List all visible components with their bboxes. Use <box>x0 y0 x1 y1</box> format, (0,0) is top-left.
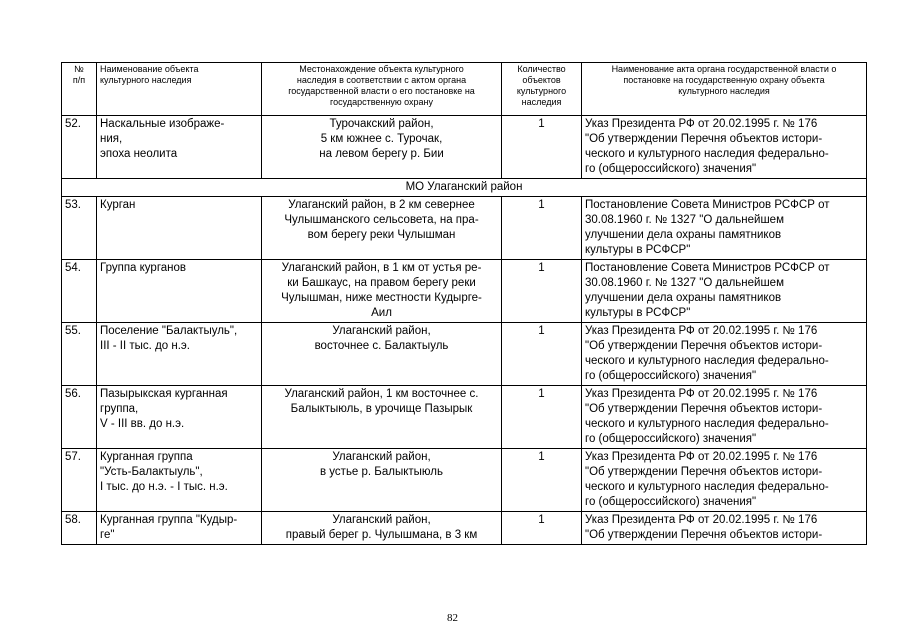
protection-act <box>582 323 867 386</box>
row-number-text: 53. <box>65 199 81 211</box>
object-count <box>502 512 582 545</box>
object-name-text: Курганная группа "Кудыр- ге" <box>100 514 238 541</box>
protection-act-text: Указ Президента РФ от 20.02.1995 г. № 176 "Об утверждении Перечня объектов истори- ческого и культурного наследия федерально- го (общероссийского) значения" <box>585 325 829 382</box>
object-location <box>262 449 502 512</box>
object-count-text: 1 <box>538 451 545 463</box>
table-header <box>62 63 867 116</box>
object-location <box>262 197 502 260</box>
header-name: Наименование объекта культурного наследия <box>97 63 262 116</box>
object-count <box>502 323 582 386</box>
object-name-text: Пазырыкская курганная группа, V - III вв. до н.э. <box>100 388 228 430</box>
object-location-text: Улаганский район, правый берег р. Чулышмана, в 3 км <box>285 514 478 541</box>
object-count <box>502 197 582 260</box>
protection-act-text: Указ Президента РФ от 20.02.1995 г. № 176 "Об утверждении Перечня объектов истори- ческого и культурного наследия федерально- го (общероссийского) значения" <box>585 118 829 175</box>
table-row <box>62 197 867 260</box>
object-location <box>262 116 502 179</box>
protection-act <box>582 260 867 323</box>
object-location <box>262 260 502 323</box>
object-count-text: 1 <box>538 118 545 130</box>
object-count-text: 1 <box>538 199 545 211</box>
table-row <box>62 260 867 323</box>
object-name-text: Группа курганов <box>100 262 187 274</box>
section-row <box>62 179 867 197</box>
row-number <box>62 260 97 323</box>
table-row <box>62 449 867 512</box>
object-count-text: 1 <box>538 262 545 274</box>
row-number <box>62 512 97 545</box>
header-row <box>62 63 867 116</box>
object-name-text: Курган <box>100 199 136 211</box>
object-name <box>97 116 262 179</box>
object-name <box>97 512 262 545</box>
table-row <box>62 116 867 179</box>
object-name <box>97 449 262 512</box>
protection-act <box>582 116 867 179</box>
header-location: Местонахождение объекта культурного наследия в соответствии с актом органа государственной власти о его постановке на государственную охрану <box>262 63 502 116</box>
heritage-registry-table <box>61 62 867 545</box>
header-num: № п/п <box>62 63 97 116</box>
row-number <box>62 449 97 512</box>
row-number <box>62 386 97 449</box>
header-act: Наименование акта органа государственной власти о постановке на государственную охрану объекта культурного наследия <box>582 63 867 116</box>
row-number-text: 54. <box>65 262 81 274</box>
object-location <box>262 323 502 386</box>
section-title: МО Улаганский район <box>62 179 867 197</box>
protection-act-text: Указ Президента РФ от 20.02.1995 г. № 176 "Об утверждении Перечня объектов истори- <box>585 514 823 541</box>
object-name <box>97 386 262 449</box>
object-location-text: Улаганский район, восточнее с. Балактыуль <box>314 325 449 352</box>
object-count <box>502 449 582 512</box>
row-number-text: 57. <box>65 451 81 463</box>
object-location-text: Улаганский район, в 2 км севернее Чулышманского сельсовета, на пра- вом берегу реки Чулышман <box>284 199 479 241</box>
protection-act <box>582 197 867 260</box>
object-count <box>502 260 582 323</box>
object-location <box>262 512 502 545</box>
object-location-text: Улаганский район, 1 км восточнее с. Балыктыюль, в урочище Пазырык <box>284 388 479 415</box>
object-name-text: Наскальные изображе- ния, эпоха неолита <box>100 118 225 160</box>
protection-act-text: Указ Президента РФ от 20.02.1995 г. № 176 "Об утверждении Перечня объектов истори- ческого и культурного наследия федерально- го (общероссийского) значения" <box>585 388 829 445</box>
row-number-text: 52. <box>65 118 81 130</box>
object-count <box>502 116 582 179</box>
object-location <box>262 386 502 449</box>
row-number <box>62 323 97 386</box>
protection-act-text: Указ Президента РФ от 20.02.1995 г. № 176 "Об утверждении Перечня объектов истори- ческого и культурного наследия федерально- го (общероссийского) значения" <box>585 451 829 508</box>
object-name <box>97 260 262 323</box>
protection-act-text: Постановление Совета Министров РСФСР от 30.08.1960 г. № 1327 "О дальнейшем улучшении дела охраны памятников культуры в РСФСР" <box>585 262 830 319</box>
protection-act <box>582 386 867 449</box>
object-name-text: Поселение "Балактыуль", III - II тыс. до н.э. <box>100 325 238 352</box>
protection-act <box>582 512 867 545</box>
object-count-text: 1 <box>538 514 545 526</box>
object-name <box>97 197 262 260</box>
header-count: Количество объектов культурного наследия <box>502 63 582 116</box>
object-name <box>97 323 262 386</box>
row-number <box>62 197 97 260</box>
table-row <box>62 386 867 449</box>
page-number: 82 <box>447 612 458 624</box>
row-number-text: 56. <box>65 388 81 400</box>
table-row <box>62 323 867 386</box>
object-location-text: Улаганский район, в устье р. Балыктыюль <box>320 451 443 478</box>
object-name-text: Курганная группа "Усть-Балактыуль", I тыс. до н.э. - I тыс. н.э. <box>100 451 228 493</box>
table-row <box>62 512 867 545</box>
protection-act <box>582 449 867 512</box>
object-count <box>502 386 582 449</box>
table-body <box>62 116 867 545</box>
object-count-text: 1 <box>538 388 545 400</box>
object-count-text: 1 <box>538 325 545 337</box>
protection-act-text: Постановление Совета Министров РСФСР от 30.08.1960 г. № 1327 "О дальнейшем улучшении дела охраны памятников культуры в РСФСР" <box>585 199 830 256</box>
row-number <box>62 116 97 179</box>
row-number-text: 58. <box>65 514 81 526</box>
object-location-text: Турочакский район, 5 км южнее с. Турочак, на левом берегу р. Бии <box>319 118 444 160</box>
object-location-text: Улаганский район, в 1 км от устья ре- ки Башкаус, на правом берегу реки Чулышман, ниже местности Кудырге- Аил <box>281 262 482 319</box>
row-number-text: 55. <box>65 325 81 337</box>
